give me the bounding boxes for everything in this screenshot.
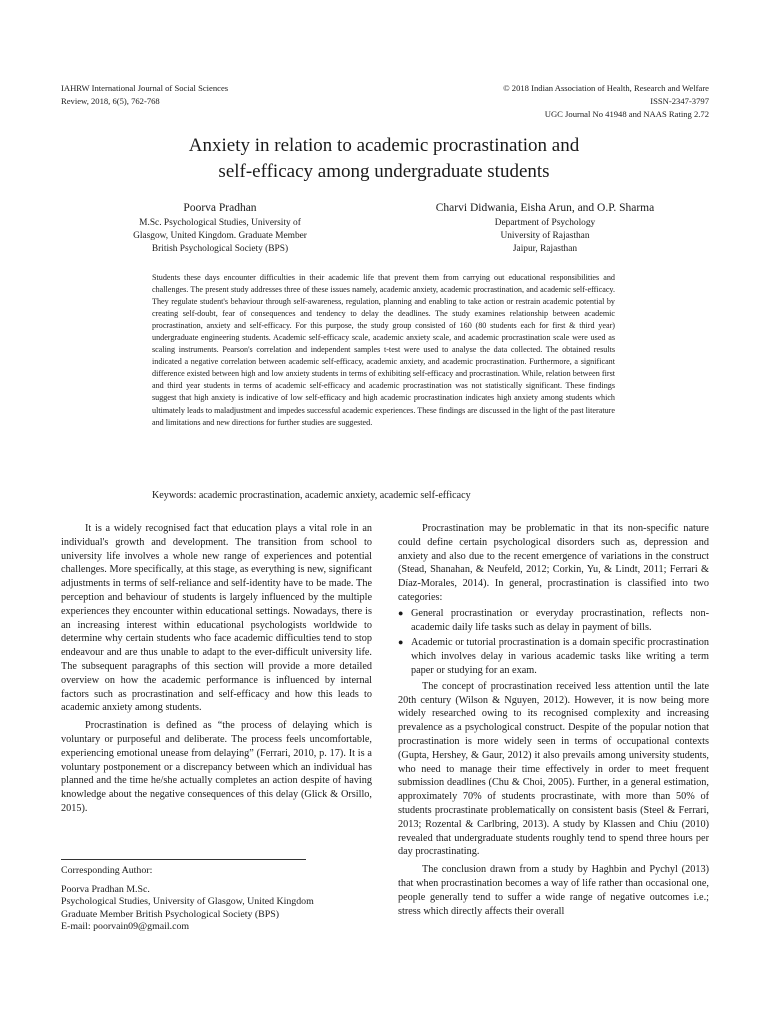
bullet-icon: ● — [398, 607, 404, 618]
list-item-text: General procrastination or everyday procrastination, reflects non-academic daily life tasks such as delay in payment of bills. — [411, 607, 709, 633]
issn-line: ISSN-2347-3797 — [650, 96, 709, 106]
list-item — [398, 607, 709, 635]
body-paragraph: The conclusion drawn from a study by Haghbin and Pychyl (2013) that when procrastination becomes a way of life rather than occasional one, people generally tend to suffer a wide range of negative outcomes i.e.; stress which directly affects their overall — [398, 864, 709, 917]
body-column-right — [398, 522, 709, 918]
corresponding-author-membership: Graduate Member British Psychological Society (BPS) — [61, 908, 280, 920]
author-affiliation: Department of Psychology — [494, 218, 596, 228]
body-paragraph: Procrastination may be problematic in that its non-specific nature could define certain psychological disorders such as, depression and anxiety and also due to the recent emergence of variations in the construct (Stead, Shanahan, & Neufeld, 2012; Corkin, Yu, & Lindt, 2011; Ferrari & Díaz-Morales, 2014). In general, procrastination is classified into two categories: — [398, 523, 709, 603]
journal-volume: Review, 2018, 6(5), 762-768 — [61, 96, 160, 106]
corresponding-author-label: Corresponding Author: — [61, 865, 153, 876]
footnote-divider — [61, 859, 306, 860]
corresponding-author-details — [61, 884, 314, 933]
corresponding-author-affiliation: Psychological Studies, University of Glasgow, United Kingdom — [61, 896, 314, 908]
author-names: Charvi Didwania, Eisha Arun, and O.P. Sharma — [435, 202, 655, 214]
corresponding-author-email: E-mail: poorvain09@gmail.com — [61, 920, 190, 932]
author-affiliation: Jaipur, Rajasthan — [512, 244, 578, 254]
list-item-text: Academic or tutorial procrastination is a domain specific procrastination which involves delay in various academic tasks like writing a term paper or studying for an exam. — [411, 637, 709, 676]
author-block-left — [95, 200, 345, 256]
bullet-list — [398, 607, 709, 678]
ugc-line: UGC Journal No 41948 and NAAS Rating 2.72 — [544, 109, 709, 119]
corresponding-author-name: Poorva Pradhan M.Sc. — [61, 884, 150, 895]
body-paragraph: The concept of procrastination received less attention until the late 20th century (Wilson & Nguyen, 2012). However, it is now being more widely researched owing to its recognised complexity and increasing prevalence as a psychological construct. Despite of the popular notion that procrastination is more widely seen in terms of occupational contexts (Gupta, Hershey, & Gaur, 2012) it also prevails among university students, who need to manage their time effectively in order to meet frequent submission deadlines (Chu & Choi, 2005). Further, in a general estimation, approximately 70% of students procrastinate, with more than 50% of students procrastinate problematically on consistent basis (Steel & Ferrari, 2013; Rozental & Carlbring, 2013). A study by Klassen and Chiu (2010) revealed that undergraduate students roughly tend to spend three hours per day procrastinating. — [398, 680, 709, 858]
author-affiliation: University of Rajasthan — [500, 231, 590, 241]
copyright-line: © 2018 Indian Association of Health, Research and Welfare — [503, 83, 709, 93]
journal-name: IAHRW International Journal of Social Sciences — [61, 83, 229, 93]
author-affiliation: Glasgow, United Kingdom. Graduate Member — [133, 231, 307, 241]
paper-title-line-2: self-efficacy among undergraduate students — [218, 161, 550, 182]
paper-title — [84, 133, 684, 185]
author-affiliation: M.Sc. Psychological Studies, University of — [139, 218, 301, 228]
body-paragraph: Procrastination is defined as “the process of delaying which is voluntary or purposeful and deliberate. The process feels uncomfortable, experiencing emotional unease from delaying” (Ferrari, 2010, p. 17). It is a voluntary postponement or a discrepancy between which an individual has planned and the time he/she actually completes an action despite of having knowledge about the negative consequences of this delay (Glick & Orsillo, 2015). — [61, 720, 372, 814]
author-name: Poorva Pradhan — [183, 202, 257, 214]
abstract: Students these days encounter difficulties in their academic life that prevent them from carrying out educational responsibilities and challenges. The present study addresses three of these issues namely, academic anxiety, academic procrastination, and academic self-efficacy. They regulate student's behaviour through self-awareness, regulation, planning and enabling to take action or restrain academic potential by creating self-doubt, fear of consequences and tendency to delay the deadlines. The study examines relationship between academic procrastination, anxiety and self-efficacy. For this purpose, the study group consisted of 160 (80 students each for first & third year) undergraduate engineering students. Academic self-efficacy scale, academic anxiety scale, and academic procrastination scale were used as scaling instruments. Pearson's correlation and independent samples t-test were used to analyse the data collected. The obtained results indicated a negative correlation between academic self-efficacy, academic anxiety, and academic procrastination. Furthermore, a significant difference existed between high and low anxiety students in terms of exhibiting self-efficacy and procrastination. While, relation between first and third year students in terms of academic self-efficacy and academic procrastination was not statistically significant. These findings suggest that high anxiety is indicative of low self-efficacy and high academic procrastination indicates high anxiety among students which ultimately leads to maladjustment and impedes successful academic experiences. These findings are discussed in the light of the past literature and limitations and new directions for further studies are suggested. — [152, 273, 615, 427]
body-column-left — [61, 522, 372, 816]
bullet-icon: ● — [398, 637, 404, 648]
list-item — [398, 636, 709, 677]
body-paragraph: It is a widely recognised fact that education plays a vital role in an individual's growth and development. The transition from school to university life involves a whole new range of experiences and potential challenges. More specifically, at this stage, as everything is new, significant adjustments in terms of self-reliance and self-identity have to be made. The perception and behaviour of students is largely influenced by the multiple experiences they encounter within educational settings. Nowadays, there is an increasing interest within educational psychologists worldwide to determine why certain students who face academic difficulties tend to stop endeavour and are thus unable to adapt to the ever-difficult university life. The subsequent paragraphs of this section will provide a more detailed overview on how the academic performance is influenced by internal factors such as procrastination and self-efficacy and how this leads to academic anxiety among students. — [61, 523, 372, 714]
journal-publisher-info — [503, 82, 709, 121]
keywords: Keywords: academic procrastination, academic anxiety, academic self-efficacy — [152, 490, 471, 501]
author-affiliation: British Psychological Society (BPS) — [151, 244, 289, 254]
paper-title-line-1: Anxiety in relation to academic procrastination and — [188, 135, 580, 156]
author-block-right — [400, 200, 690, 256]
journal-citation — [61, 82, 228, 108]
